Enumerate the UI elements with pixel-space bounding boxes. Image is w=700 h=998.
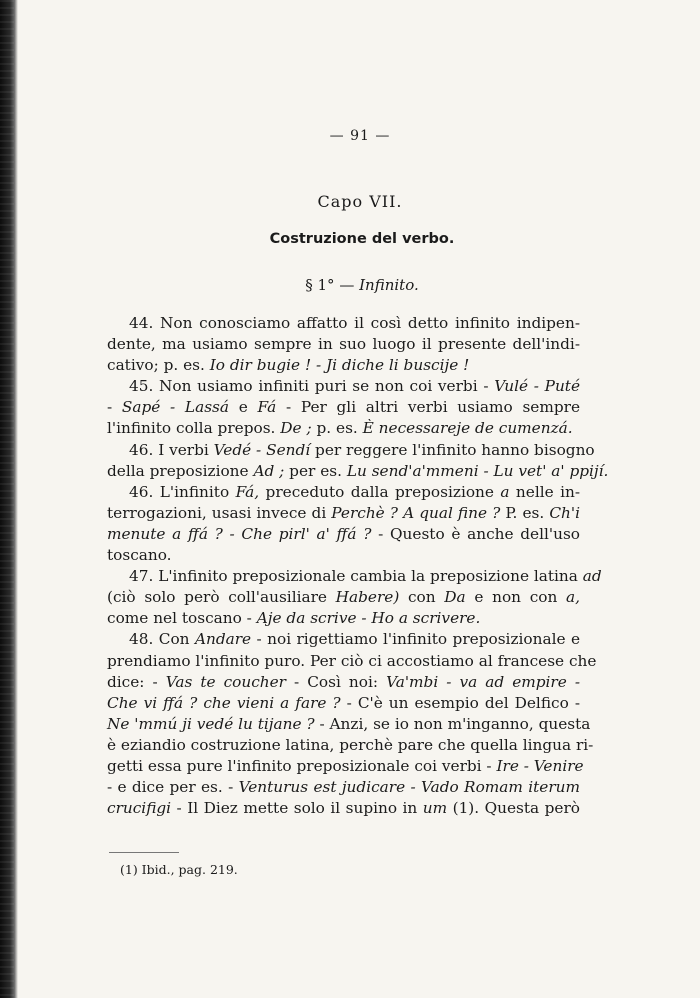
text-run: con [399, 588, 445, 607]
text-line [107, 587, 580, 608]
text-run: 48. Con [129, 630, 195, 649]
text-run: - C'è un esempio del Delfico - [340, 693, 580, 712]
text-line [107, 714, 591, 735]
subsection-symbol: § 1° — [305, 276, 355, 294]
text-line [107, 672, 580, 693]
text-run: 47. L'infinito preposizionale cambia la preposizione latina [129, 567, 583, 586]
subsection-title: Infinito. [359, 276, 419, 294]
italic-text: De ; [280, 419, 312, 438]
italic-text: È necessareje de cumenzá. [362, 419, 573, 438]
text-run: getti essa pure l'infinito preposizionale coi verbi - [107, 756, 497, 775]
text-line [107, 777, 580, 798]
italic-text: menute a ffá ? - Che pirl' a' ffá ? [107, 524, 372, 543]
text-line [107, 524, 580, 545]
text-run: terrogazioni, usasi invece di [107, 503, 332, 522]
text-line [107, 334, 580, 355]
footnote-divider [109, 852, 179, 853]
text-run: (ciò solo però coll'ausiliare [107, 588, 336, 607]
text-line [107, 545, 580, 566]
book-spine-texture [0, 0, 14, 998]
italic-text: Habere) [335, 588, 400, 607]
italic-text: Vedé - Sendí [213, 440, 311, 459]
italic-text: ad [582, 567, 602, 586]
text-run: 44. Non conosciamo affatto il così detto infinito indipen- [129, 314, 580, 332]
subsection-heading [12, 276, 700, 294]
page-number: — 91 — [329, 128, 391, 144]
italic-text: Perchè ? A qual fine ? [331, 503, 501, 522]
text-run: - noi rigettiamo l'infinito preposizionale e [251, 630, 580, 649]
text-run: è eziandio costruzione latina, perchè pare che quella lingua ri- [107, 735, 594, 754]
italic-text: Fá [257, 398, 277, 417]
text-line [107, 482, 580, 503]
text-run: - Anzi, se io non m'inganno, questa [314, 714, 591, 733]
italic-text: Vas te coucher [165, 672, 286, 691]
text-run: preceduto dalla preposizione [259, 482, 501, 501]
paragraph [107, 313, 580, 376]
text-line [107, 651, 597, 672]
italic-text: Ch'i [549, 503, 580, 522]
text-line [107, 735, 594, 756]
text-line [107, 566, 602, 587]
text-run: P. es. [500, 503, 550, 522]
italic-text: a, [566, 588, 580, 607]
text-run: per es. [284, 461, 347, 480]
italic-text: um [422, 799, 448, 818]
italic-text: Vulé - Puté [494, 377, 580, 396]
text-run: - Il Diez mette solo il supino in [171, 799, 423, 818]
text-line [107, 418, 580, 439]
text-run: toscano. [107, 546, 172, 565]
text-line [107, 313, 580, 334]
text-run: come nel toscano - [107, 609, 257, 628]
text-line [107, 756, 584, 777]
text-run: cativo; p. es. [107, 356, 210, 375]
italic-text: Va'mbi - va ad empire - [386, 672, 580, 691]
text-line [107, 355, 580, 376]
text-run: - Questo è anche dell'uso [371, 524, 580, 543]
text-line [107, 693, 580, 714]
text-run: - [107, 398, 122, 417]
italic-text: Lu send'a'mmeni - Lu vet' a' ppijí. [346, 461, 609, 480]
text-run: (1). Questa però [447, 799, 581, 818]
text-run: 46. L'infinito [129, 482, 236, 501]
text-run: 46. I verbi [129, 440, 214, 459]
body-text [107, 313, 609, 819]
italic-text: Che vi ffá ? che vieni a fare ? [107, 693, 341, 712]
italic-text: a [500, 482, 510, 501]
text-run: 45. Non usiamo infiniti puri se non coi verbi - [129, 377, 495, 396]
italic-text: Andare [194, 630, 252, 649]
text-run: - e dice per es. - [107, 778, 239, 797]
footnote: (1) Ibid., pag. 219. [120, 862, 238, 877]
text-line [107, 629, 580, 650]
text-run: e non con [465, 588, 567, 607]
italic-text: Ire - Venire [496, 756, 584, 775]
text-line [107, 397, 580, 418]
italic-text: Ne 'mmú ji vedé lu tijane ? [107, 714, 315, 733]
text-run: nelle in- [509, 482, 580, 501]
text-run: l'infinito colla prepos. [107, 419, 281, 438]
chapter-heading: Capo VII. [317, 192, 403, 211]
text-line [107, 608, 580, 629]
text-run: - Per gli altri verbi usiamo sempre [276, 398, 581, 417]
text-run: - Così noi: [286, 672, 387, 691]
italic-text: Venturus est judicare - Vado Romam iterum [238, 778, 580, 797]
italic-text: Io dir bugie ! - Ji diche li buscije ! [209, 356, 470, 375]
text-line [107, 503, 580, 524]
text-run: dente, ma usiamo sempre in suo luogo il presente dell'indi- [107, 335, 580, 354]
paragraph [107, 566, 602, 629]
section-title: Costruzione del verbo. [269, 231, 455, 247]
paragraph [107, 376, 580, 439]
text-run: p. es. [311, 419, 363, 438]
italic-text: Fá, [235, 482, 260, 501]
paragraph [107, 440, 609, 482]
text-run: della preposizione [107, 461, 254, 480]
italic-text: Aje da scrive - Ho a scrivere. [256, 609, 481, 628]
text-run: e [229, 398, 258, 417]
text-line [107, 376, 580, 397]
text-run: per reggere l'infinito hanno bisogno [310, 440, 595, 459]
italic-text: Da [444, 588, 466, 607]
italic-text: crucifigi [107, 799, 172, 818]
text-run: dice: - [107, 672, 166, 691]
text-line [107, 440, 595, 461]
italic-text: Sapé - Lassá [121, 398, 230, 417]
text-line [107, 461, 609, 482]
paragraph [107, 629, 597, 819]
text-run: prendiamo l'infinito puro. Per ciò ci accostiamo al francese che [107, 651, 597, 670]
text-line [107, 798, 580, 819]
paragraph [107, 482, 580, 566]
italic-text: Ad ; [253, 461, 285, 480]
